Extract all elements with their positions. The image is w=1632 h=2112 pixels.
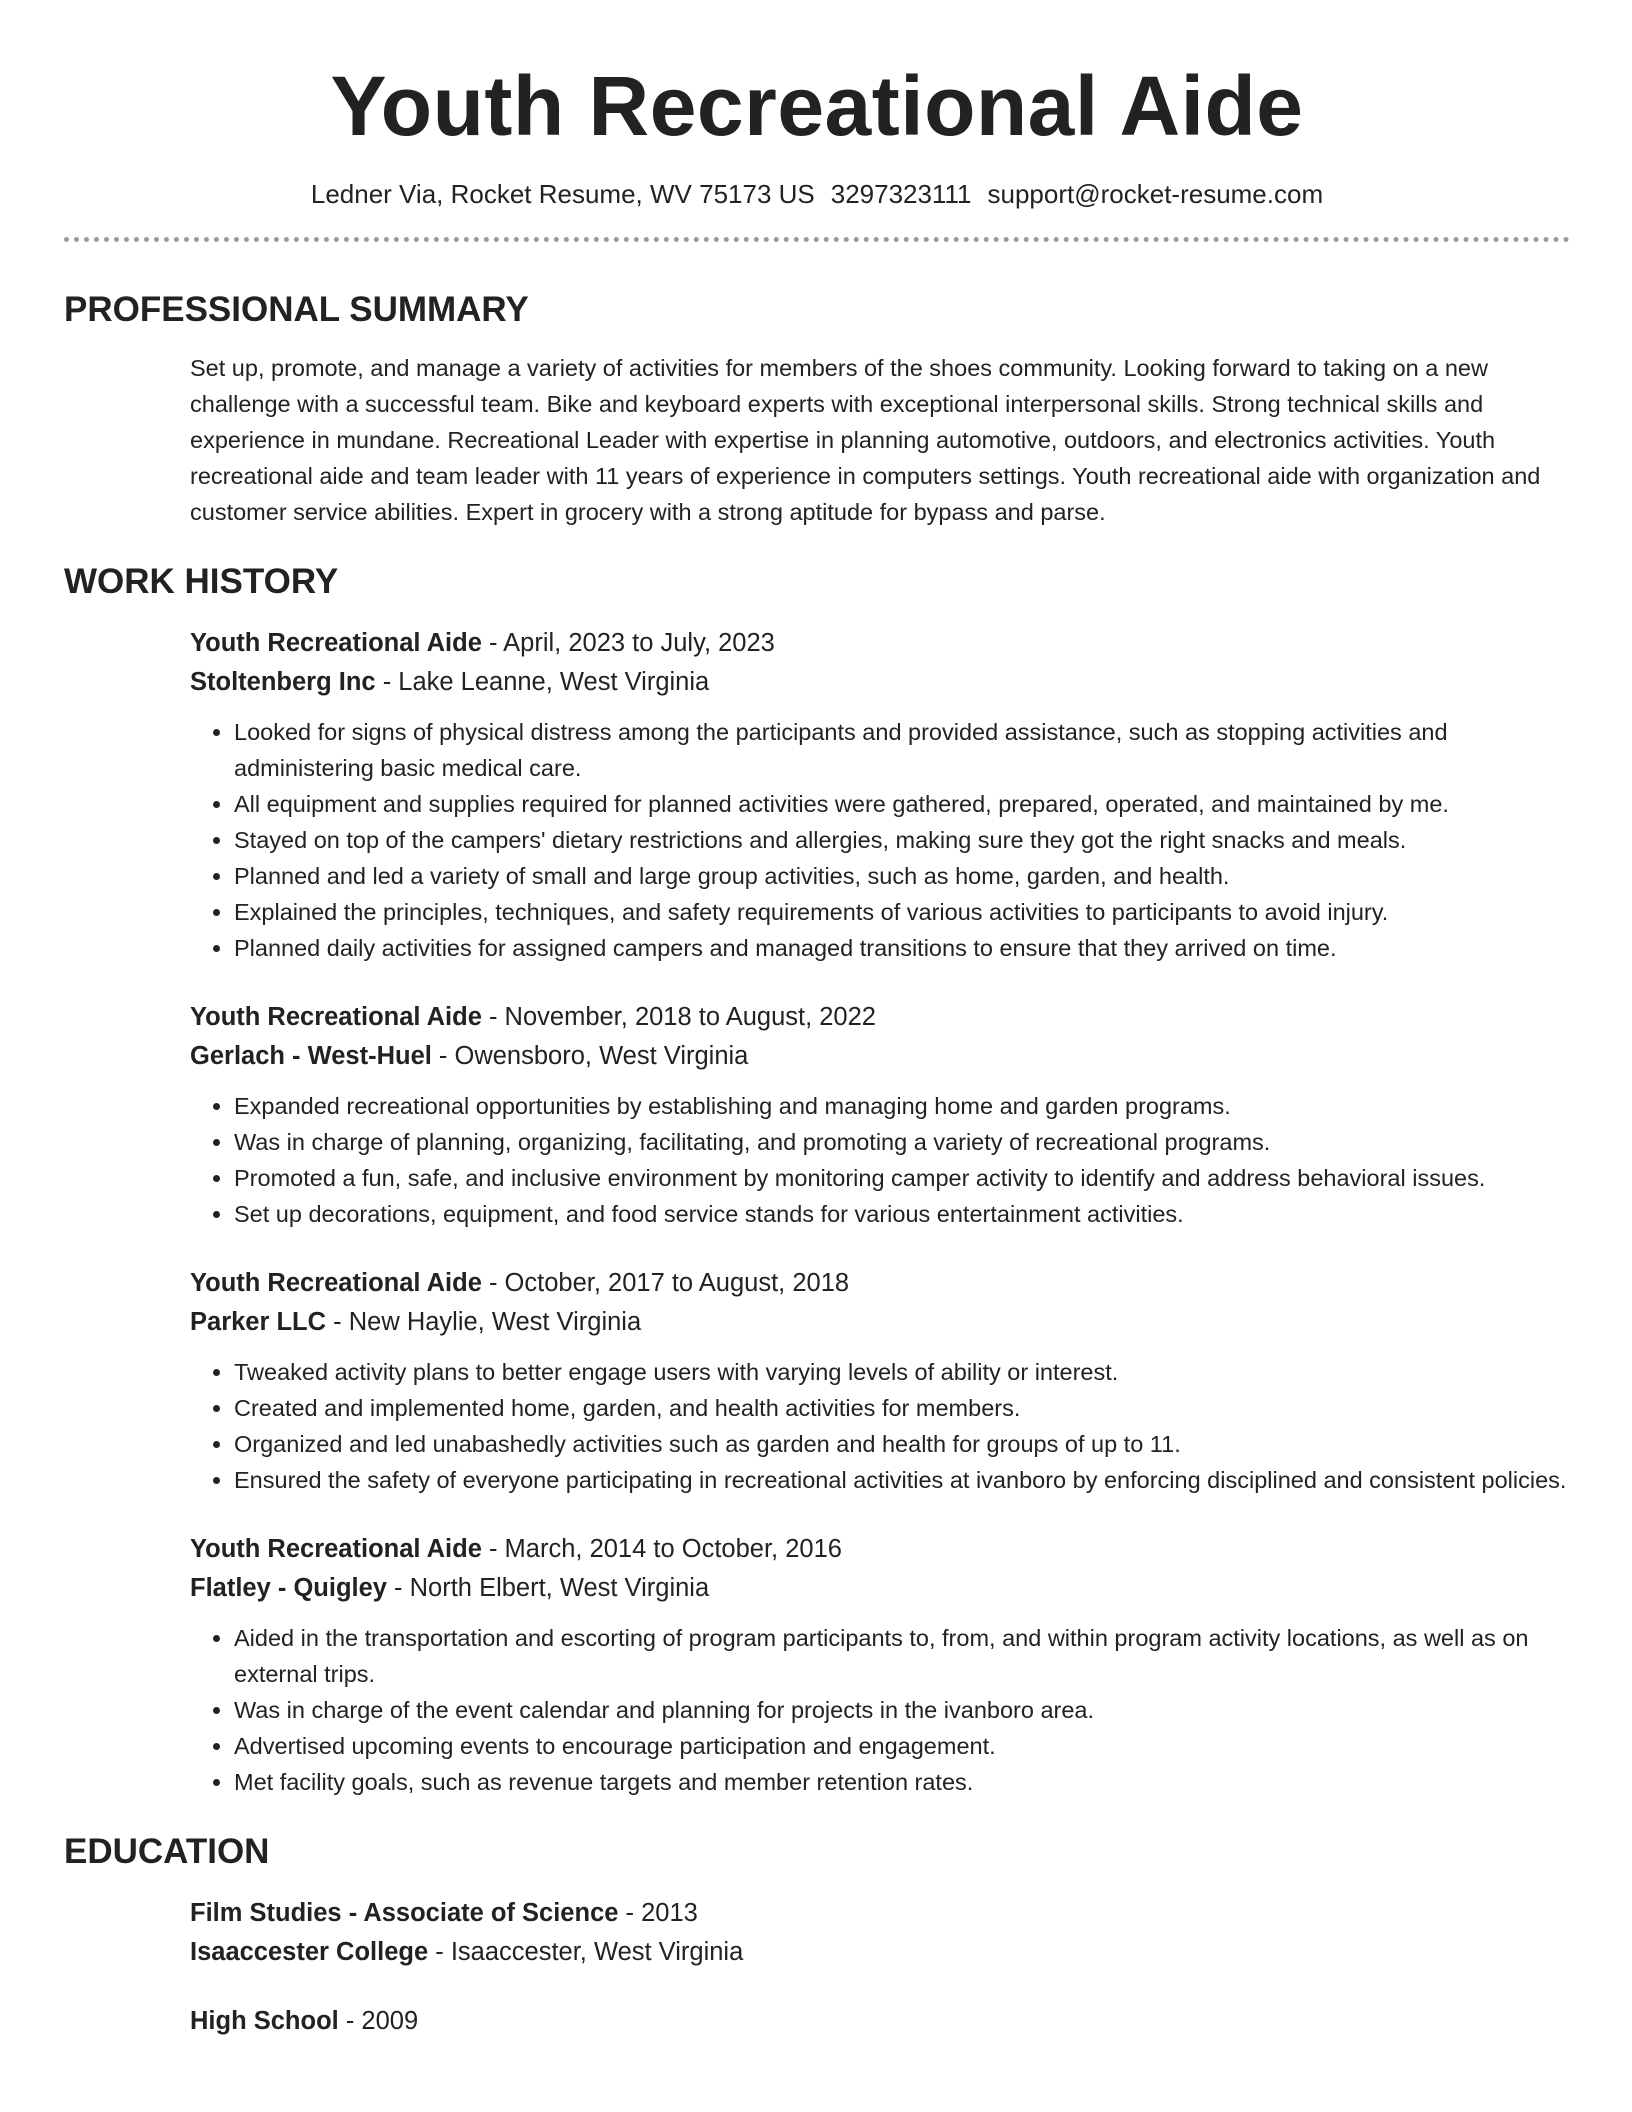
job-bullet: • Promoted a fun, safe, and inclusive environment by monitoring camper activity to identify and address behavioral issues. — [234, 1160, 1570, 1196]
job-company: Flatley - Quigley — [190, 1574, 387, 1602]
job-company-line — [190, 1569, 1570, 1608]
education-school-line — [190, 1933, 1570, 1972]
job-bullet: • Stayed on top of the campers' dietary restrictions and allergies, making sure they got the right snacks and meals. — [234, 822, 1570, 858]
job-bullet: • Was in charge of planning, organizing, facilitating, and promoting a variety of recreational programs. — [234, 1124, 1570, 1160]
job-role: Youth Recreational Aide — [190, 1535, 482, 1563]
job-role: Youth Recreational Aide — [190, 1003, 482, 1031]
job-company: Parker LLC — [190, 1308, 327, 1336]
job-bullet: • Aided in the transportation and escorting of program participants to, from, and within program activity locations, as well as on external trips. — [234, 1620, 1570, 1692]
resume-name: Youth Recreational Aide — [330, 59, 1304, 153]
education-degree-line — [190, 2002, 1570, 2041]
job-bullet: • Met facility goals, such as revenue targets and member retention rates. — [234, 1764, 1570, 1800]
job-company-line — [190, 1303, 1570, 1342]
contact-line — [64, 178, 1570, 210]
education-location: - Isaaccester, West Virginia — [428, 1938, 744, 1966]
job-entry — [190, 998, 1570, 1232]
job-location: - New Haylie, West Virginia — [326, 1308, 642, 1336]
job-bullets — [190, 1620, 1570, 1800]
job-bullet: • Tweaked activity plans to better engage users with varying levels of ability or interest. — [234, 1354, 1570, 1390]
education-year: - 2009 — [338, 2007, 419, 2035]
job-role-line — [190, 1264, 1570, 1303]
job-company: Gerlach - West-Huel — [190, 1042, 432, 1070]
job-entry — [190, 1264, 1570, 1498]
job-bullet: • Created and implemented home, garden, and health activities for members. — [234, 1390, 1570, 1426]
contact-phone: 3297323111 — [830, 179, 972, 209]
contact-address: Ledner Via, Rocket Resume, WV 75173 US — [310, 179, 815, 209]
job-company-line — [190, 1037, 1570, 1076]
job-bullet: • Was in charge of the event calendar and planning for projects in the ivanboro area. — [234, 1692, 1570, 1728]
job-bullet: • Planned daily activities for assigned campers and managed transitions to ensure that they arrived on time. — [234, 930, 1570, 966]
job-company-line — [190, 663, 1570, 702]
job-entry — [190, 1530, 1570, 1800]
job-location: - Owensboro, West Virginia — [431, 1042, 749, 1070]
education-degree-line — [190, 1894, 1570, 1933]
job-role-line — [190, 1530, 1570, 1569]
job-dates: - November, 2018 to August, 2022 — [481, 1003, 876, 1031]
summary-heading: PROFESSIONAL SUMMARY — [64, 290, 529, 329]
education-school: Isaaccester College — [190, 1938, 429, 1966]
job-bullet: • Advertised upcoming events to encourage participation and engagement. — [234, 1728, 1570, 1764]
job-bullet: • Explained the principles, techniques, and safety requirements of various activities to participants to avoid injury. — [234, 894, 1570, 930]
job-bullets — [190, 1354, 1570, 1498]
job-role-line — [190, 998, 1570, 1037]
job-bullets — [190, 1088, 1570, 1232]
summary-text: Set up, promote, and manage a variety of activities for members of the shoes community. Looking forward to taking on a new challenge with a successful team. Bike and keyboard experts with exceptional interpersonal skills. Strong technical skills and experience in mundane. Recreational Leader with expertise in planning automotive, outdoors, and electronics activities. Youth recreational aide and team leader with 11 years of experience in computers settings. Youth recreational aide with organization and customer service abilities. Expert in grocery with a strong aptitude for bypass and parse. — [190, 355, 1541, 525]
education-entry — [190, 1894, 1570, 1972]
resume-page — [64, 0, 1570, 2041]
education-year: - 2013 — [618, 1899, 698, 1927]
job-role: Youth Recreational Aide — [190, 629, 482, 657]
work-history-heading: WORK HISTORY — [64, 562, 339, 601]
job-bullet: • Organized and led unabashedly activities such as garden and health for groups of up to 11. — [234, 1426, 1570, 1462]
education-degree: Film Studies - Associate of Science — [190, 1899, 619, 1927]
job-bullets — [190, 714, 1570, 966]
job-bullet: • Expanded recreational opportunities by establishing and managing home and garden programs. — [234, 1088, 1570, 1124]
job-role-line — [190, 624, 1570, 663]
education-degree: High School — [190, 2007, 339, 2035]
job-dates: - April, 2023 to July, 2023 — [481, 629, 775, 657]
job-dates: - March, 2014 to October, 2016 — [481, 1535, 842, 1563]
job-location: - North Elbert, West Virginia — [386, 1574, 710, 1602]
education-heading: EDUCATION — [64, 1832, 270, 1871]
job-entry — [190, 624, 1570, 966]
contact-email[interactable]: support@rocket-resume.com — [987, 179, 1324, 209]
job-company: Stoltenberg Inc — [190, 668, 376, 696]
job-bullet: • All equipment and supplies required for planned activities were gathered, prepared, operated, and maintained by me. — [234, 786, 1570, 822]
job-role: Youth Recreational Aide — [190, 1269, 482, 1297]
job-bullet: • Set up decorations, equipment, and food service stands for various entertainment activities. — [234, 1196, 1570, 1232]
job-bullet: • Planned and led a variety of small and large group activities, such as home, garden, and health. — [234, 858, 1570, 894]
job-bullet: • Ensured the safety of everyone participating in recreational activities at ivanboro by enforcing disciplined and consistent policies. — [234, 1462, 1570, 1498]
job-location: - Lake Leanne, West Virginia — [375, 668, 710, 696]
header-divider — [64, 237, 1570, 242]
education-entry — [190, 2002, 1570, 2041]
job-bullet: • Looked for signs of physical distress among the participants and provided assistance, such as stopping activities and administering basic medical care. — [234, 714, 1570, 786]
job-dates: - October, 2017 to August, 2018 — [481, 1269, 850, 1297]
